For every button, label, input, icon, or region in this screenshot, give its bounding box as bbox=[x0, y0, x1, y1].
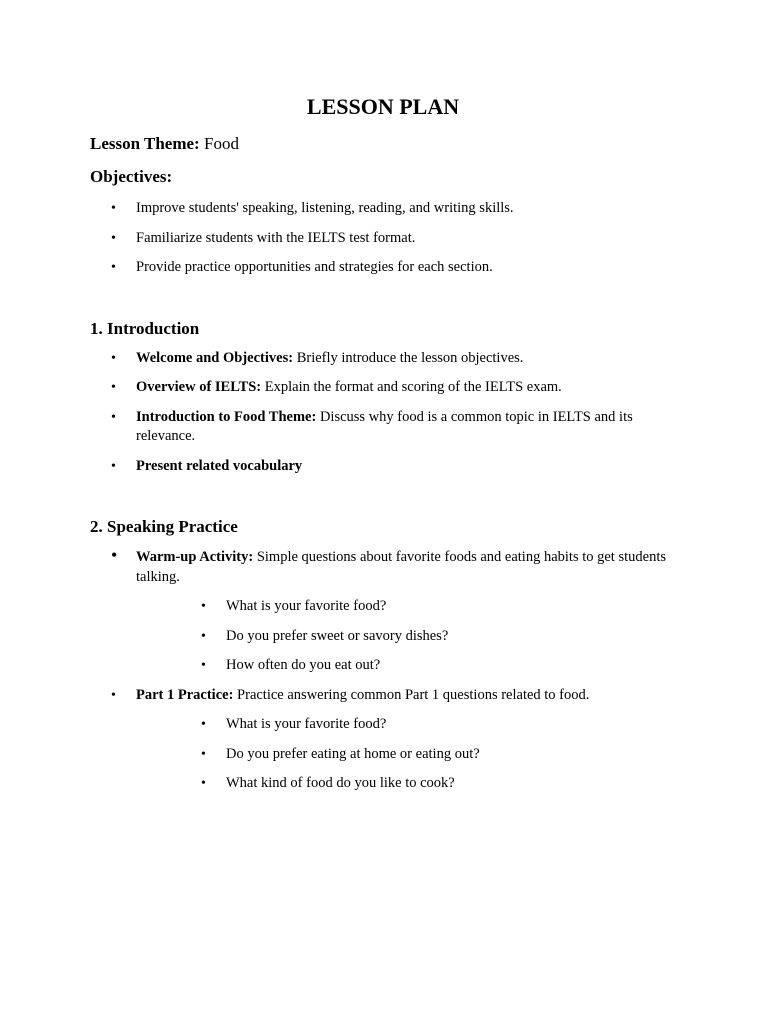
item-label: Introduction to Food Theme: bbox=[136, 408, 317, 425]
item-text: Explain the format and scoring of the IELTS exam. bbox=[261, 379, 562, 395]
list-item bbox=[90, 349, 668, 369]
list-item bbox=[90, 457, 668, 477]
speaking-heading: 2. Speaking Practice bbox=[90, 517, 238, 536]
part1-questions bbox=[90, 715, 668, 794]
introduction-heading: 1. Introduction bbox=[90, 318, 200, 338]
lesson-theme-label: Lesson Theme: bbox=[90, 134, 200, 153]
item-label: Warm-up Activity: bbox=[136, 549, 254, 565]
speaking-list-part1 bbox=[90, 686, 668, 706]
speaking-list bbox=[90, 548, 668, 587]
item-text: Briefly introduce the lesson objectives. bbox=[293, 349, 524, 366]
lesson-theme bbox=[90, 133, 668, 155]
item-text: Simple questions about favorite foods and eating habits to get students talking. bbox=[136, 549, 666, 585]
item-label: Welcome and Objectives: bbox=[136, 349, 294, 366]
page-title: LESSON PLAN bbox=[306, 94, 460, 119]
list-item bbox=[90, 686, 668, 706]
lesson-theme-value: Food bbox=[203, 134, 239, 153]
item-label: Part 1 Practice: bbox=[136, 686, 234, 703]
question-item: • What kind of food do you like to cook? bbox=[90, 774, 668, 794]
list-item bbox=[90, 378, 668, 398]
item-label: Present related vocabulary bbox=[136, 457, 303, 474]
question-item: • Do you prefer sweet or savory dishes? bbox=[90, 627, 668, 647]
question-item: • Do you prefer eating at home or eating out? bbox=[90, 745, 668, 765]
list-item bbox=[90, 408, 668, 447]
question-item: • What is your favorite food? bbox=[90, 597, 668, 617]
item-label: Overview of IELTS: bbox=[136, 379, 262, 395]
question-item: • What is your favorite food? bbox=[90, 715, 668, 735]
objective-item: • Improve students' speaking, listening, reading, and writing skills. bbox=[90, 199, 668, 219]
item-text: Practice answering common Part 1 questions related to food. bbox=[233, 686, 590, 703]
warmup-questions bbox=[90, 597, 668, 676]
objectives-list bbox=[90, 199, 668, 278]
question-item: • How often do you eat out? bbox=[90, 656, 668, 676]
objectives-heading: Objectives: bbox=[90, 167, 173, 186]
objective-item: • Familiarize students with the IELTS test format. bbox=[90, 229, 668, 249]
objective-item: • Provide practice opportunities and strategies for each section. bbox=[90, 258, 668, 278]
list-item bbox=[90, 548, 668, 587]
introduction-list bbox=[90, 349, 668, 477]
item-text: Discuss why food is a common topic in IELTS and its relevance. bbox=[136, 408, 633, 444]
